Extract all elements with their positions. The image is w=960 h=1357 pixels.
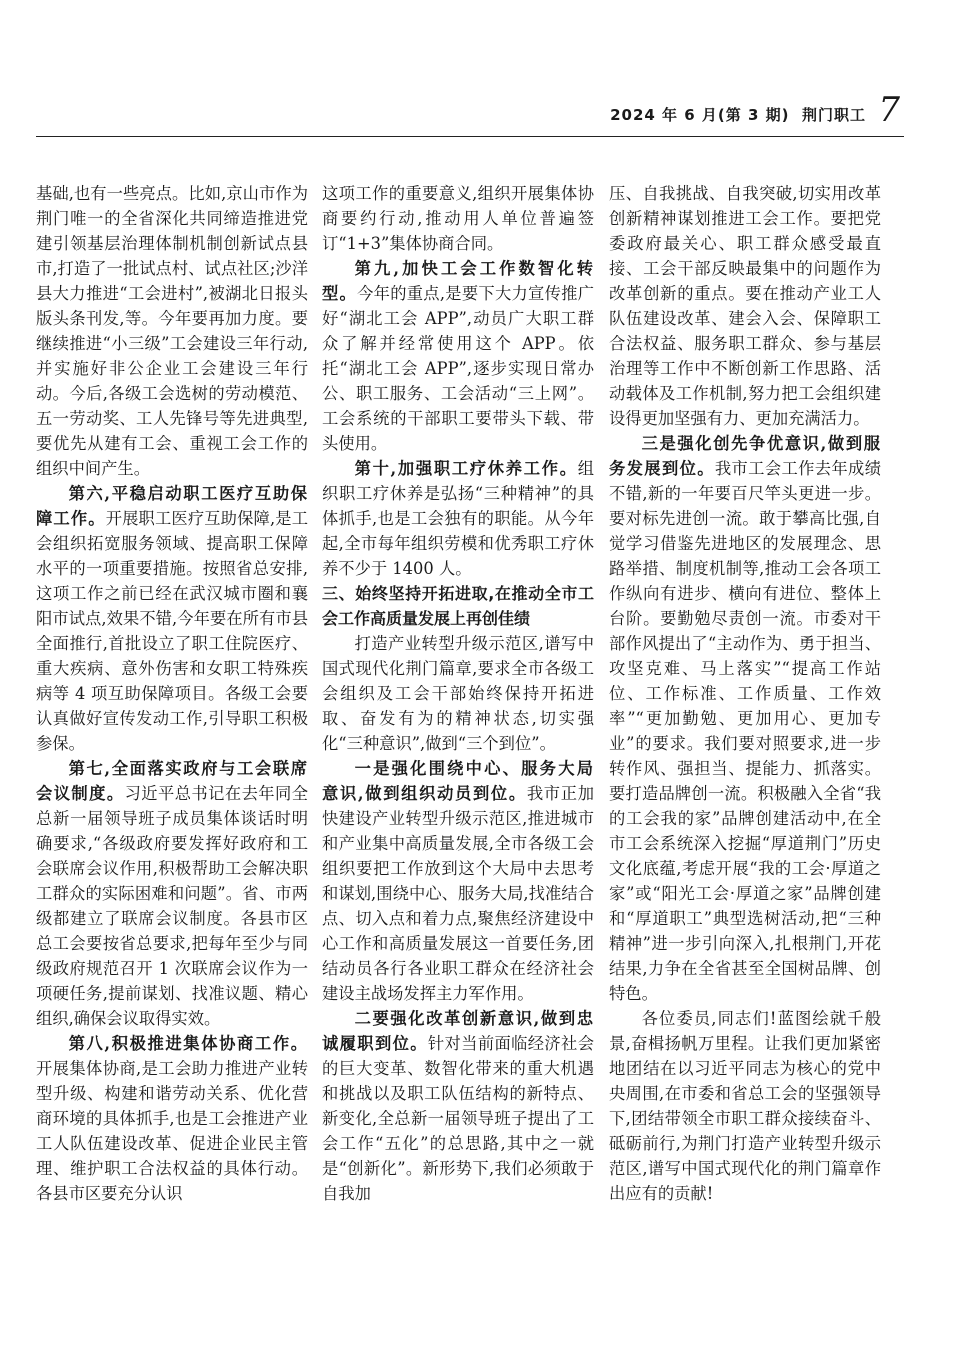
paragraph-lead-heading: 第八,积极推进集体协商工作。: [68, 1034, 308, 1053]
paragraph-lead-heading: 第六,平稳启动职工医疗互助保障工作。: [36, 484, 308, 528]
paragraph: [322, 756, 594, 1006]
header-issue-journal: [610, 104, 866, 125]
text-column-2: [322, 181, 594, 1276]
paragraph-lead-heading: 第七,全面落实政府与工会联席会议制度。: [36, 759, 308, 803]
paragraph: [609, 1006, 881, 1206]
paragraph-text: 习近平总书记在去年同全总新一届领导班子成员集体谈话时明确要求,“各级政府要发挥好政府和工会联席会议作用,积极帮助工会解决职工群众的实际困难和问题”。省、市两级都建立了联席会议制度。各县市区总工会要按省总要求,把每年至少与同级政府规范召开 1 次联席会议作为一项硬任务,提前谋划、找准议题、精心组织,确保会议取得实效。: [36, 784, 308, 1028]
paragraph-text: 开展集体协商,是工会助力推进产业转型升级、构建和谐劳动关系、优化营商环境的具体抓手,也是工会推进产业工人队伍建设改革、促进企业民主管理、维护职工合法权益的具体行动。各县市区要充分认识: [36, 1059, 308, 1203]
paragraph-text: 压、自我挑战、自我突破,切实用改革创新精神谋划推进工会工作。要把党委政府最关心、职工群众感受最直接、工会干部反映最集中的问题作为改革创新的重点。要在推动产业工人队伍建设改革、建会入会、保障职工合法权益、服务职工群众、参与基层治理等工作中不断创新工作思路、活动载体及工作机制,努力把工会组织建设得更加坚强有力、更加充满活力。: [609, 184, 881, 428]
section-heading: 三、始终坚持开拓进取,在推动全市工会工作高质量发展上再创佳绩: [322, 584, 594, 628]
header-journal: 荆门职工: [801, 106, 866, 124]
paragraph: [609, 431, 881, 1006]
page-header: [36, 92, 904, 136]
paragraph: [36, 181, 308, 481]
paragraph-lead-heading: 第九,加快工会工作数智化转型。: [322, 259, 594, 303]
paragraph-text: 打造产业转型升级示范区,谱写中国式现代化荆门篇章,要求全市各级工会组织及工会干部始终保持开拓进取、奋发有为的精神状态,切实强化“三种意识”,做到“三个到位”。: [322, 634, 594, 753]
paragraph-lead-heading: 第十,加强职工疗休养工作。: [354, 459, 578, 478]
text-column-1: [36, 181, 308, 1276]
paragraph: [322, 181, 594, 256]
paragraph-lead-heading: 三是强化创先争优意识,做到服务发展到位。: [609, 434, 881, 478]
paragraph-text: 各位委员,同志们!蓝图绘就千般景,奋楫扬帆万里程。让我们更加紧密地团结在以习近平同志为核心的党中央周围,在市委和省总工会的坚强领导下,团结带领全市职工群众接续奋斗、砥砺前行,为荆门打造产业转型升级示范区,谱写中国式现代化的荆门篇章作出应有的贡献!: [609, 1009, 881, 1203]
paragraph-lead-heading: 一是强化围绕中心、服务大局意识,做到组织动员到位。: [322, 759, 594, 803]
paragraph: [609, 181, 881, 431]
paragraph-text: 我市工会工作去年成绩不错,新的一年要百尺竿头更进一步。要对标先进创一流。敢于攀高比强,自觉学习借鉴先进地区的发展理念、思路举措、制度机制等,推动工会各项工作纵向有进步、横向有进位、整体上台阶。要勤勉尽责创一流。市委对干部作风提出了“主动作为、勇于担当、攻坚克难、马上落实”“提高工作站位、工作标准、工作质量、工作效率”“更加勤勉、更加用心、更加专业”的要求。我们要对照要求,进一步转作风、强担当、提能力、抓落实。要打造品牌创一流。积极融入全省“我的工会我的家”品牌创建活动中,在全市工会系统深入挖掘“厚道荆门”历史文化底蕴,考虑开展“我的工会·厚道之家”或“阳光工会·厚道之家”品牌创建和“厚道职工”典型选树活动,把“三种精神”进一步引向深入,扎根荆门,开花结果,力争在全省甚至全国树品牌、创特色。: [609, 459, 881, 1003]
paragraph: [322, 1006, 594, 1206]
paragraph-text: 我市正加快建设产业转型升级示范区,推进城市和产业集中高质量发展,全市各级工会组织要把工作放到这个大局中去思考和谋划,围绕中心、服务大局,找准结合点、切入点和着力点,聚焦经济建设中心工作和高质量发展这一首要任务,团结动员各行各业职工群众在经济社会建设主战场发挥主力军作用。: [322, 784, 594, 1003]
text-column-3: [609, 181, 881, 1276]
header-issue: 2024 年 6 月(第 3 期): [610, 106, 790, 124]
header-rule: [36, 136, 904, 137]
paragraph-text: 基础,也有一些亮点。比如,京山市作为荆门唯一的全省深化共同缔造推进党建引领基层治理体制机制创新试点县市,打造了一批试点村、试点社区;沙洋县大力推进“工会进村”,被湖北日报头版头条刊发,等。今年要再加力度。要继续推进“小三级”工会建设三年行动,并实施好非公企业工会建设三年行动。今后,各级工会选树的劳动模范、五一劳动奖、工人先锋号等先进典型,要优先从建有工会、重视工会工作的组织中间产生。: [36, 184, 308, 478]
paragraph: [322, 456, 594, 581]
paragraph-lead-heading: 二要强化改革创新意识,做到忠诚履职到位。: [322, 1009, 594, 1053]
paragraph: [322, 631, 594, 756]
paragraph-text: 今年的重点,是要下大力宣传推广好“湖北工会 APP”,动员广大职工群众了解并经常使用这个 APP。依托“湖北工会 APP”,逐步实现日常办公、职工服务、工会活动“三上网”。工会系统的干部职工要带头下载、带头使用。: [322, 284, 594, 453]
paragraph-text: 开展职工医疗互助保障,是工会组织拓宽服务领域、提高职工保障水平的一项重要措施。按照省总安排,这项工作之前已经在武汉城市圈和襄阳市试点,效果不错,今年要在所有市县全面推行,首批设立了职工住院医疗、重大疾病、意外伤害和女职工特殊疾病等 4 项互助保障项目。各级工会要认真做好宣传发动工作,引导职工积极参保。: [36, 509, 308, 753]
paragraph: [36, 756, 308, 1031]
paragraph: [322, 256, 594, 456]
paragraph: [36, 1031, 308, 1206]
page-number: 7: [878, 90, 900, 130]
paragraph-text: 这项工作的重要意义,组织开展集体协商要约行动,推动用人单位普遍签订“1+3”集体协商合同。: [322, 184, 594, 253]
paragraph-text: 组织职工疗休养是弘扬“三种精神”的具体抓手,也是工会独有的职能。从今年起,全市每年组织劳模和优秀职工疗休养不少于 1400 人。: [322, 459, 594, 578]
paragraph-text: 针对当前面临经济社会的巨大变革、数智化带来的重大机遇和挑战以及职工队伍结构的新特点、新变化,全总新一届领导班子提出了工会工作“五化”的总思路,其中之一就是“创新化”。新形势下,我们必须敢于自我加: [322, 1034, 594, 1203]
paragraph: [36, 481, 308, 756]
